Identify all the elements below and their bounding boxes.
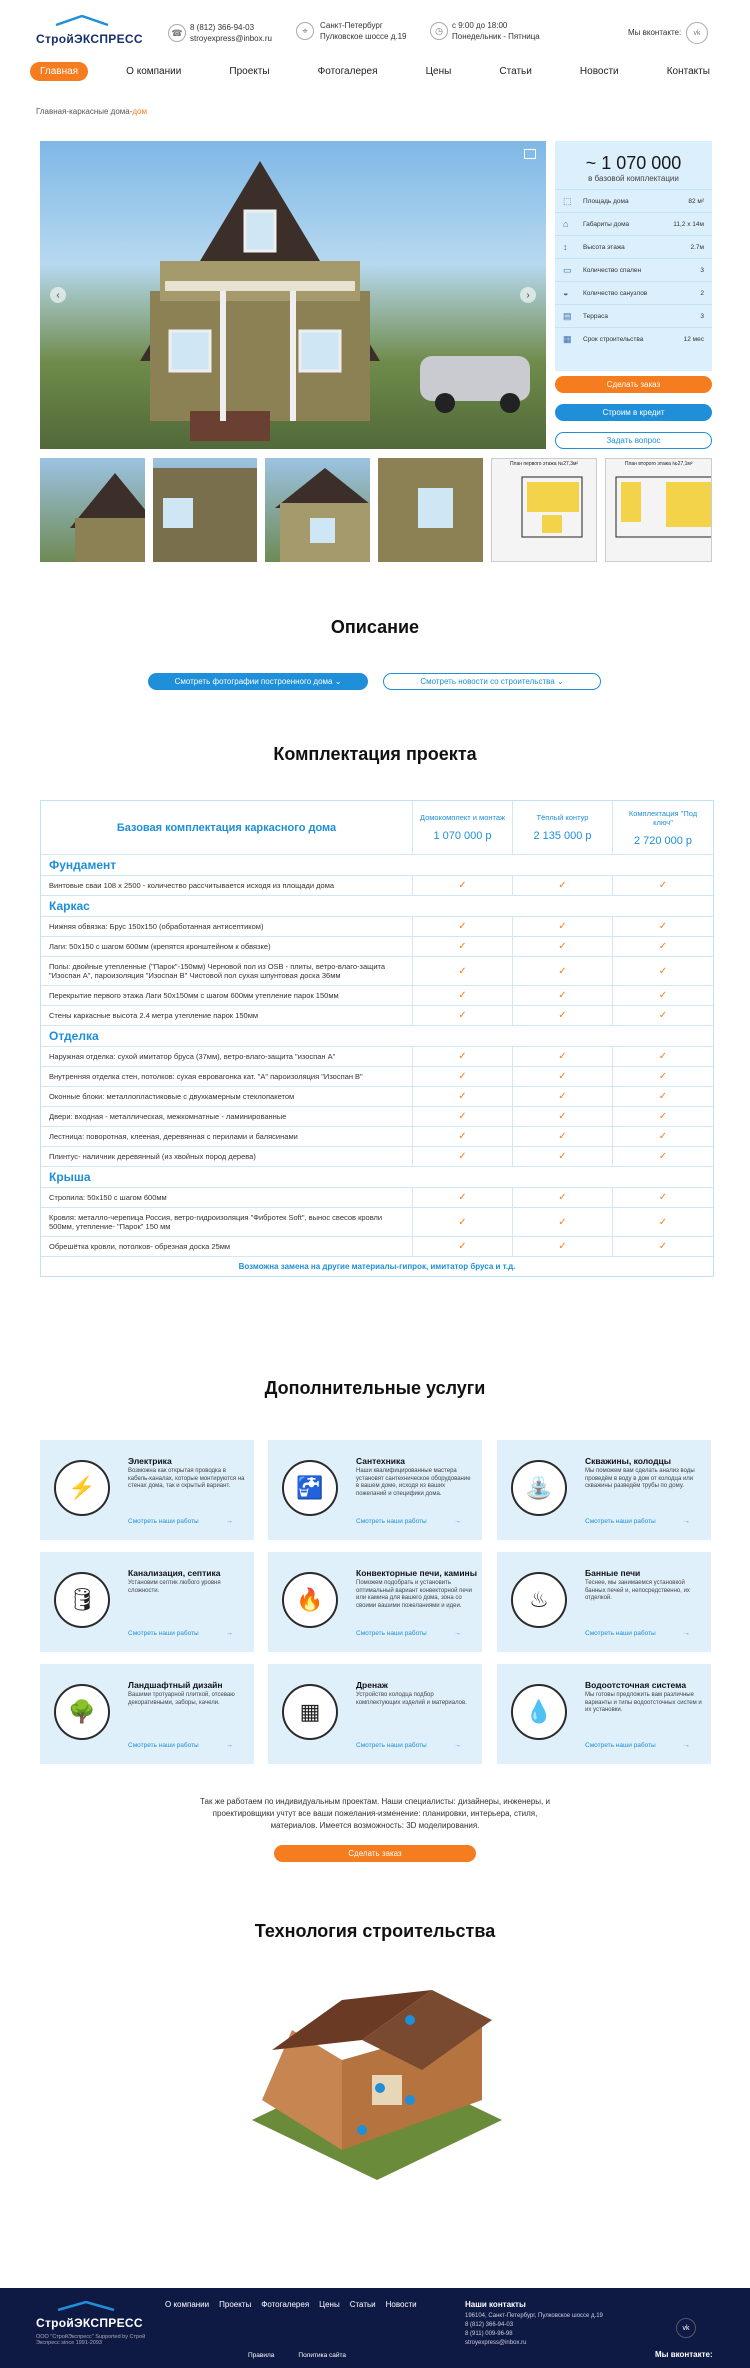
- spec-value: 2.7м: [690, 243, 704, 251]
- service-link[interactable]: Смотреть наши работы: [128, 1742, 199, 1749]
- house-illustration: [40, 141, 546, 449]
- footer-contacts: [465, 2312, 603, 2348]
- order-button[interactable]: Сделать заказ: [555, 376, 712, 393]
- service-title: Сантехника: [356, 1456, 405, 1466]
- check-icon: ✓: [658, 1131, 668, 1142]
- drain-icon: ▦: [282, 1684, 338, 1740]
- fullscreen-icon[interactable]: [524, 149, 536, 159]
- check-icon: ✓: [513, 917, 613, 936]
- check-icon: ✓: [413, 1006, 513, 1025]
- table-row: [41, 1208, 713, 1237]
- header-time: с 9:00 до 18:00: [452, 21, 508, 30]
- table-header-title: Базовая комплектация каркасного дома: [41, 801, 413, 854]
- nav-articles[interactable]: Статьи: [499, 65, 532, 77]
- check-icon: ✓: [513, 957, 613, 985]
- table-row: [41, 1147, 713, 1167]
- technology-illustration: [232, 1980, 522, 2225]
- check-icon: ✓: [658, 1051, 668, 1062]
- location-icon: ⌖: [296, 22, 314, 40]
- arrow-right-icon[interactable]: →: [683, 1518, 690, 1525]
- check-icon: ✓: [413, 1107, 513, 1126]
- individual-order-button[interactable]: Сделать заказ: [274, 1845, 476, 1862]
- nav-contacts[interactable]: Контакты: [666, 65, 710, 77]
- row-label: Лестница: поворотная, клееная, деревянная с перилами и балясинами: [41, 1127, 413, 1146]
- plan-caption: План первого этажа №27,3м²: [509, 461, 579, 467]
- column-name: Тёплый контур: [536, 813, 589, 822]
- service-link[interactable]: Смотреть наши работы: [585, 1630, 656, 1637]
- table-row: [41, 917, 713, 937]
- well-icon: ⛲: [511, 1460, 567, 1516]
- landscape-icon: 🌳: [54, 1684, 110, 1740]
- nav-prices[interactable]: Цены: [425, 65, 452, 77]
- row-label: Внутренняя отделка стен, потолков: сухая евровагонка кат. "А" пароизоляция "Изоспан В": [41, 1067, 413, 1086]
- row-label: Наружная отделка: сухой имитатор бруса (37мм), ветро-влаго-защита "изоспан А": [41, 1047, 413, 1066]
- check-icon: ✓: [658, 941, 668, 952]
- floor-plan-second[interactable]: [605, 458, 712, 562]
- service-title: Банные печи: [585, 1568, 641, 1578]
- arrow-right-icon[interactable]: →: [683, 1630, 690, 1637]
- check-icon: ✓: [413, 1127, 513, 1146]
- service-desc: Мы готовы предложить вам различные варианты и типы водоотсточных систем и их установки.: [585, 1692, 702, 1713]
- header-city: Санкт-Петербург: [320, 21, 383, 30]
- check-icon: ✓: [658, 1010, 668, 1021]
- chevron-down-icon: ⌄: [334, 677, 342, 686]
- table-row: [41, 957, 713, 986]
- row-label: Винтовые сваи 108 х 2500 - количество рассчитывается исходя из площади дома: [41, 876, 413, 895]
- nav-gallery[interactable]: Фотогалерея: [317, 65, 378, 77]
- row-label: Нижняя обвязка: Брус 150х150 (обработанная антисептиком): [41, 917, 413, 936]
- column-name: Домокомплект и монтаж: [419, 813, 506, 822]
- check-icon: ✓: [658, 1192, 668, 1203]
- header-contacts: [190, 22, 272, 44]
- terrace-icon: ▤: [563, 310, 572, 321]
- thumbnail[interactable]: [378, 458, 483, 562]
- check-icon: ✓: [513, 876, 613, 895]
- arrow-right-icon[interactable]: →: [226, 1630, 233, 1637]
- service-title: Канализация, септика: [128, 1568, 221, 1578]
- footer-nav-item[interactable]: Цены: [319, 2300, 340, 2309]
- area-icon: ⬚: [563, 195, 572, 206]
- clock-icon: ◷: [430, 22, 448, 40]
- nav-home[interactable]: Главная: [30, 62, 88, 81]
- table-section: Фундамент: [41, 855, 713, 876]
- dimensions-icon: ⌂: [563, 219, 569, 229]
- thumbnail[interactable]: [265, 458, 370, 562]
- header-street: Пулковское шоссе д.19: [320, 32, 407, 41]
- footer-nav-item[interactable]: Статьи: [349, 2300, 376, 2309]
- row-label: Двери: входная - металлическая, межкомнатные - ламинированные: [41, 1107, 413, 1126]
- arrow-right-icon[interactable]: →: [683, 1742, 690, 1749]
- table-row: [41, 1237, 713, 1257]
- nav-news[interactable]: Новости: [579, 65, 619, 77]
- spec-row: [555, 281, 712, 304]
- copyright: ООО "СтройЭкспресс" Supported by Строй Экспресс since 1991-2093: [36, 2334, 146, 2346]
- check-icon: ✓: [658, 1151, 668, 1162]
- service-desc: Наши квалифицированные мастера установят сантехническое оборудование в вашем доме, исходя из ваших пожеланий и специфики дома.: [356, 1468, 471, 1497]
- footer-link[interactable]: Политика сайта: [298, 2352, 347, 2359]
- check-icon: ✓: [413, 1147, 513, 1166]
- check-icon: ✓: [658, 880, 668, 891]
- check-icon: ✓: [413, 1208, 513, 1236]
- header-hours: [452, 20, 540, 42]
- check-icon: ✓: [658, 1091, 668, 1102]
- check-icon: ✓: [413, 1087, 513, 1106]
- spec-row: [555, 258, 712, 281]
- table-row: [41, 1188, 713, 1208]
- price-card: [555, 141, 712, 371]
- spec-value: 2: [700, 289, 704, 297]
- service-link[interactable]: Смотреть наши работы: [356, 1630, 427, 1637]
- service-link[interactable]: Смотреть наши работы: [585, 1742, 656, 1749]
- service-desc: Мы поможем вам сделать анализ воды проведём в воду в дом от колодца или скважины разведём трубы по дому.: [585, 1468, 695, 1489]
- table-row: [41, 1107, 713, 1127]
- service-link[interactable]: Смотреть наши работы: [128, 1518, 199, 1525]
- news-button[interactable]: [383, 673, 601, 690]
- photos-button[interactable]: [148, 673, 368, 690]
- table-row: [41, 1087, 713, 1107]
- spec-list: [555, 189, 712, 350]
- table-footnote: Возможна замена на другие материалы-гипрок, имитатор бруса и т.д.: [238, 1262, 516, 1271]
- check-icon: ✓: [413, 937, 513, 956]
- kit-table: [40, 800, 714, 1277]
- service-title: Водоотсточная система: [585, 1680, 687, 1690]
- spec-row: [555, 327, 712, 350]
- check-icon: ✓: [513, 937, 613, 956]
- check-icon: ✓: [513, 1237, 613, 1256]
- service-title: Ландшафтный дизайн: [128, 1680, 223, 1690]
- table-row: [41, 1047, 713, 1067]
- technology-title: Технология строительства: [254, 1921, 496, 1941]
- column-price: 1 070 000 р: [433, 830, 492, 842]
- photo-thumbnails: [40, 458, 712, 562]
- plumbing-icon: 🚰: [282, 1460, 338, 1516]
- check-icon: ✓: [413, 957, 513, 985]
- prev-photo-button[interactable]: ‹: [50, 287, 66, 303]
- check-icon: ✓: [413, 1067, 513, 1086]
- electric-icon: ⚡: [54, 1460, 110, 1516]
- footer-nav-item[interactable]: О компании: [165, 2300, 210, 2309]
- phone-icon: ☎: [168, 24, 186, 42]
- check-icon: ✓: [658, 965, 668, 977]
- check-icon: ✓: [413, 876, 513, 895]
- footer-contacts-title: Наши контакты: [465, 2300, 526, 2309]
- spec-value: 11,2 х 14м: [673, 220, 704, 228]
- check-icon: ✓: [658, 1241, 668, 1252]
- check-icon: ✓: [513, 1107, 613, 1126]
- nav-about[interactable]: О компании: [126, 65, 182, 77]
- check-icon: ✓: [513, 1188, 613, 1207]
- row-label: Плинтус- наличник деревянный (из хвойных пород дерева): [41, 1147, 413, 1166]
- chevron-down-icon: ⌄: [556, 677, 564, 686]
- spec-label: Площадь дома: [583, 197, 629, 205]
- logo-roof-icon: [36, 15, 128, 27]
- service-desc: Поможем подобрать и установить оптимальный вариант конвекторной печи или камина для вашего дома, зона со своими вашими пожеланиями и идеи.: [356, 1580, 473, 1609]
- spec-value: 12 мес: [683, 335, 704, 343]
- service-card[interactable]: [497, 1552, 711, 1652]
- check-icon: ✓: [513, 1147, 613, 1166]
- price-value: ~ 1 070 000: [585, 153, 682, 173]
- check-icon: ✓: [413, 1237, 513, 1256]
- logo-roof-icon: [36, 2301, 136, 2311]
- service-card[interactable]: [268, 1440, 482, 1540]
- service-desc: Возможна как открытая проводка в кабель-каналах, которые монтируются на стенах дома, так и скрытый вариант.: [128, 1468, 245, 1489]
- service-card[interactable]: [497, 1664, 711, 1764]
- service-link[interactable]: Смотреть наши работы: [585, 1518, 656, 1525]
- footer-link[interactable]: Правила: [248, 2352, 275, 2359]
- service-card[interactable]: [40, 1440, 254, 1540]
- ask-button[interactable]: Задать вопрос: [555, 432, 712, 449]
- main-nav: [30, 60, 720, 82]
- header-phone[interactable]: 8 (812) 366-94-03: [190, 23, 255, 32]
- description-title: Описание: [330, 617, 420, 637]
- social-label: Мы вконтакте:: [628, 28, 682, 37]
- service-desc: Вашими тротуарной плиткой, отсеваю декоративными, заборы, качели.: [128, 1692, 235, 1706]
- spec-value: 3: [700, 312, 704, 320]
- spec-row: [555, 235, 712, 258]
- spec-label: Срок строительства: [583, 335, 644, 343]
- service-card[interactable]: [40, 1664, 254, 1764]
- row-label: Оконные блоки: металлопластиковые с двухкамерным стеклопакетом: [41, 1087, 413, 1106]
- check-icon: ✓: [658, 921, 668, 932]
- check-icon: ✓: [658, 1111, 668, 1122]
- footer-email[interactable]: stroyexpress@inbox.ru: [465, 2340, 527, 2346]
- column-kit: [413, 801, 513, 854]
- spec-label: Количество спален: [583, 266, 642, 274]
- service-card[interactable]: [497, 1440, 711, 1540]
- check-icon: ✓: [513, 1006, 613, 1025]
- row-label: Кровля: металло-черепица Россия, ветро-гидроизоляция "Фибротек Soft", вынос свесов кровли 500мм, утепление- "Парок" 150 мм: [41, 1208, 413, 1236]
- header-address: [320, 20, 406, 42]
- column-turnkey: [613, 801, 713, 854]
- check-icon: ✓: [513, 1067, 613, 1086]
- check-icon: ✓: [658, 1071, 668, 1082]
- spec-row: [555, 304, 712, 327]
- check-icon: ✓: [513, 1127, 613, 1146]
- arrow-right-icon[interactable]: →: [454, 1630, 461, 1637]
- header-email[interactable]: stroyexpress@inbox.ru: [190, 34, 272, 43]
- table-body: [41, 855, 713, 1257]
- logo-text: СтройЭКСПРЕСС: [36, 32, 143, 46]
- house-cutaway-icon: [232, 1980, 522, 2225]
- table-row: [41, 1127, 713, 1147]
- house-main-photo[interactable]: [40, 141, 546, 449]
- footer-nav: [165, 2300, 417, 2309]
- service-card[interactable]: [268, 1664, 482, 1764]
- footer-logo-text: СтройЭКСПРЕСС: [36, 2316, 143, 2330]
- check-icon: ✓: [658, 990, 668, 1001]
- table-row: [41, 937, 713, 957]
- kit-title: Комплектация проекта: [273, 744, 477, 764]
- credit-button[interactable]: Строим в кредит: [555, 404, 712, 421]
- table-section: Крыша: [41, 1167, 713, 1188]
- logo[interactable]: [36, 14, 143, 46]
- site-header: [0, 0, 750, 55]
- table-row: [41, 876, 713, 896]
- service-title: Скважины, колодцы: [585, 1456, 671, 1466]
- arrow-right-icon[interactable]: →: [226, 1742, 233, 1749]
- check-icon: ✓: [413, 986, 513, 1005]
- footer-phone[interactable]: 8 (911) 009-96-98: [465, 2331, 513, 2337]
- spec-label: Габариты дома: [583, 220, 630, 228]
- table-section: Каркас: [41, 896, 713, 917]
- row-label: Стены каркасные высота 2.4 метра утепление парок 150мм: [41, 1006, 413, 1025]
- table-header: [41, 801, 713, 855]
- check-icon: ✓: [413, 1188, 513, 1207]
- check-icon: ✓: [513, 1208, 613, 1236]
- footer-phone[interactable]: 8 (812) 366-94-03: [465, 2322, 514, 2328]
- photos-button-label: Смотреть фотографии построенного дома: [174, 677, 333, 686]
- row-label: Обрешётка кровли, потолков- обрезная доска 25мм: [41, 1237, 413, 1256]
- row-label: Стропила: 50х150 с шагом 600мм: [41, 1188, 413, 1207]
- row-label: Лаги: 50х150 с шагом 600мм (крепятся кронштейном к обвязке): [41, 937, 413, 956]
- sewer-icon: 🛢: [54, 1572, 110, 1628]
- bath-icon: ◒: [563, 288, 569, 298]
- service-desc: Установим септик любого уровня сложности.: [128, 1580, 221, 1594]
- thumbnail[interactable]: [40, 458, 145, 562]
- check-icon: ✓: [413, 1047, 513, 1066]
- check-icon: ✓: [413, 917, 513, 936]
- service-desc: Устройство колодца подбор комплектующих изделий и материалов.: [356, 1692, 467, 1706]
- table-row: [41, 1006, 713, 1026]
- service-desc: Теснее, мы занимаемся установкой банных печей и, непосредственно, их отделкой.: [585, 1580, 690, 1601]
- check-icon: ✓: [513, 1087, 613, 1106]
- service-title: Конвекторные печи, камины: [356, 1568, 477, 1578]
- footer-address: 196104, Санкт-Петербург, Пулковское шоссе д.19: [465, 2313, 603, 2319]
- price-subtitle: в базовой комплектации: [588, 174, 679, 183]
- footer-logo[interactable]: [36, 2298, 156, 2346]
- arrow-right-icon[interactable]: →: [226, 1518, 233, 1525]
- plan-caption: План второго этажа №27,1м²: [624, 461, 693, 467]
- header-days: Понедельник - Пятница: [452, 32, 540, 41]
- floor-plan-first[interactable]: [491, 458, 598, 562]
- footer-nav-item[interactable]: Проекты: [219, 2300, 252, 2309]
- spec-row: [555, 212, 712, 235]
- spec-value: 82 м²: [688, 197, 704, 205]
- calendar-icon: ▦: [563, 333, 572, 344]
- column-price: 2 720 000 р: [633, 834, 693, 847]
- arrow-right-icon[interactable]: →: [454, 1518, 461, 1525]
- service-title: Электрика: [128, 1456, 172, 1466]
- next-photo-button[interactable]: ›: [520, 287, 536, 303]
- table-row: [41, 1067, 713, 1087]
- service-link[interactable]: Смотреть наши работы: [128, 1630, 199, 1637]
- service-title: Дренаж: [356, 1680, 388, 1690]
- footer-social-label: Мы вконтакте:: [655, 2350, 713, 2359]
- column-price: 2 135 000 р: [533, 830, 592, 842]
- footer-nav-item[interactable]: Новости: [385, 2300, 417, 2309]
- water-icon: 💧: [511, 1684, 567, 1740]
- table-section: Отделка: [41, 1026, 713, 1047]
- news-button-label: Смотреть новости со строительства: [420, 677, 555, 686]
- individual-text: Так же работаем по индивидуальным проектам. Наши специалисты: дизайнеры, инженеры, и проектировщики учтут все ваши пожелания-изменение: планировки, интерьера, стиля, материалов. Имеется возможность: 3D моделирования.: [200, 1797, 550, 1830]
- vk-icon[interactable]: vk: [676, 2318, 696, 2338]
- breadcrumb-current: дом: [132, 107, 148, 116]
- spec-row: [555, 189, 712, 212]
- column-warm: [513, 801, 613, 854]
- check-icon: ✓: [658, 1216, 668, 1228]
- check-icon: ✓: [513, 986, 613, 1005]
- spec-label: Терраса: [583, 312, 608, 320]
- bed-icon: ▭: [563, 264, 572, 275]
- column-name: Комплектация "Под ключ": [628, 808, 698, 827]
- row-label: Полы: двойные утепленные ("Парок"-150мм) Черновой пол из OSB - плиты, ветро-влаго-защита "Изоспан А", пароизоляция "Изоспан В" Чистовой пол сухая шпунтовая доска 36мм: [41, 957, 413, 985]
- nav-projects[interactable]: Проекты: [229, 65, 270, 77]
- service-card[interactable]: [40, 1552, 254, 1652]
- breadcrumb: [36, 107, 147, 116]
- spec-value: 3: [700, 266, 704, 274]
- footer-links: [248, 2352, 346, 2359]
- sauna-icon: ♨: [511, 1572, 567, 1628]
- table-row: [41, 986, 713, 1006]
- service-link[interactable]: Смотреть наши работы: [356, 1742, 427, 1749]
- check-icon: ✓: [513, 1047, 613, 1066]
- height-icon: ↕: [563, 242, 568, 252]
- arrow-right-icon[interactable]: →: [454, 1742, 461, 1749]
- service-link[interactable]: Смотреть наши работы: [356, 1518, 427, 1525]
- thumbnail[interactable]: [153, 458, 258, 562]
- row-label: Перекрытие первого этажа Лаги 50х150мм с шагом 600мм утепление парок 150мм: [41, 986, 413, 1005]
- services-title: Дополнительные услуги: [264, 1378, 486, 1398]
- site-footer: [0, 2288, 750, 2368]
- vk-icon[interactable]: vk: [686, 22, 708, 44]
- service-card[interactable]: [268, 1552, 482, 1652]
- spec-label: Высота этажа: [583, 243, 625, 251]
- spec-label: Количество санузлов: [583, 289, 648, 297]
- breadcrumb-path[interactable]: Главная-каркасные дома-: [36, 107, 133, 116]
- fireplace-icon: 🔥: [282, 1572, 338, 1628]
- footer-nav-item[interactable]: Фотогалерея: [261, 2300, 310, 2309]
